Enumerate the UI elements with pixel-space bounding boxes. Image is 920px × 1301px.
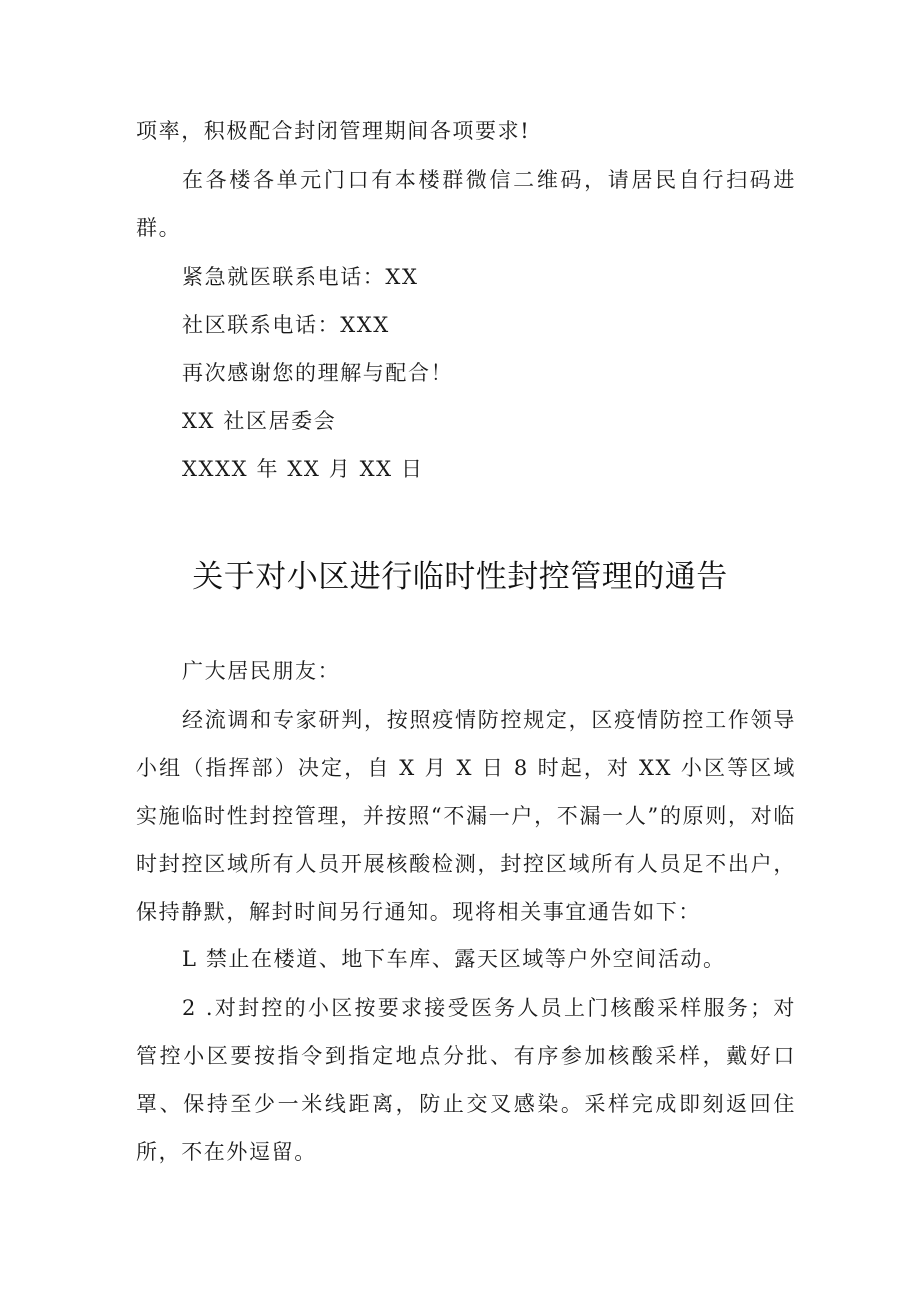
list-item-1: L 禁止在楼道、地下车库、露天区域等户外空间活动。 — [182, 947, 726, 971]
paragraph-tail: 项率，积极配合封闭管理期间各项要求! — [136, 119, 531, 143]
qr-code-paragraph: 在各楼各单元门口有本楼群微信二维码，请居民自行扫码进群。 — [136, 168, 796, 240]
notice-title: 关于对小区进行临时性封控管理的通告 — [192, 559, 728, 595]
signature-line: XX 社区居委会 — [182, 409, 337, 433]
body-paragraph-1: 经流调和专家研判，按照疫情防控规定，区疫情防控工作领导小组（指挥部）决定，自 X 月 X 日 8 时起，对 XX 小区等区域实施临时性封控管理，并按照“不漏一户，不漏一人”的原则，对临时封控区域所有人员开展核酸检测，封控区域所有人员足不出户，保持静默，解封时间另行通知。现将相关事宜通告如下： — [136, 708, 796, 924]
thanks-line: 再次感谢您的理解与配合！ — [182, 361, 454, 385]
list-item-2: 2 .对封控的小区按要求接受医务人员上门核酸采样服务；对管控小区要按指令到指定地点分批、有序参加核酸采样，戴好口罩、保持至少一米线距离，防止交叉感染。采样完成即刻返回住所，不在外逗留。 — [136, 996, 796, 1164]
date-line: XXXX 年 XX 月 XX 日 — [182, 457, 424, 481]
emergency-phone-line: 紧急就医联系电话：XX — [182, 265, 419, 289]
community-phone-line: 社区联系电话：XXX — [182, 313, 390, 337]
salutation: 广大居民朋友： — [182, 659, 341, 683]
